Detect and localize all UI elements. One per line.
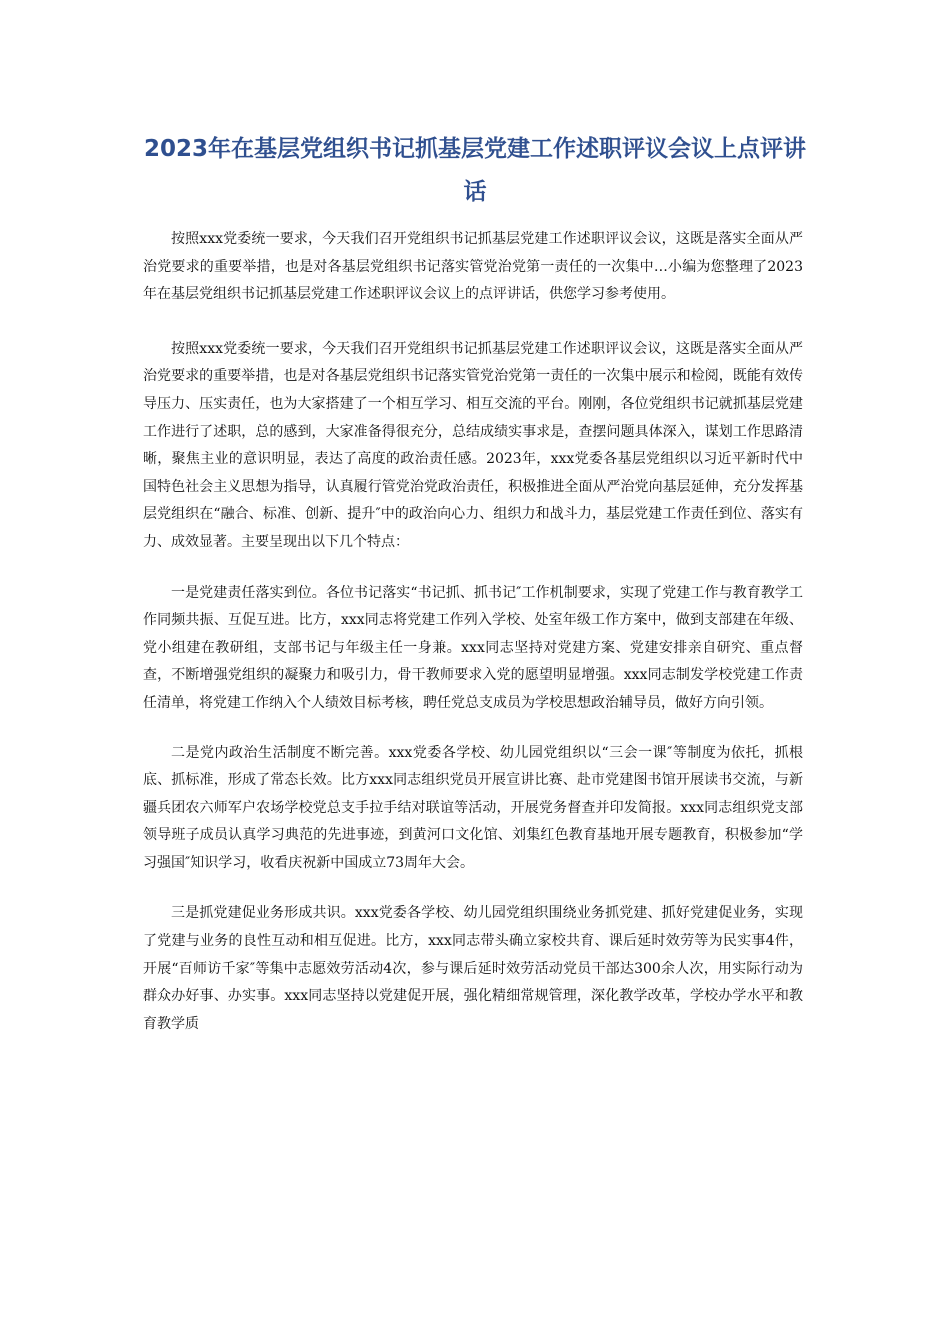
paragraph-point-three: 三是抓党建促业务形成共识。xxx党委各学校、幼儿园党组织围绕业务抓党建、抓好党建促业务，实现了党建与业务的良性互动和相互促进。比方，xxx同志带头确立家校共育、课后延时效劳等为民实事4件，开展“百师访千家″等集中志愿效劳活动4次，参与课后延时效劳活动党员干部达300余人次，用实际行动为群众办好事、办实事。xxx同志坚持以党建促开展，强化精细常规管理，深化教学改革，学校办学水平和教育教学质 bbox=[143, 905, 803, 1032]
paragraph-point-two: 二是党内政治生活制度不断完善。xxx党委各学校、幼儿园党组织以“三会一课″等制度为依托，抓根底、抓标准，形成了常态长效。比方xxx同志组织党员开展宣讲比赛、赴市党建图书馆开展读书交流，与新疆兵团农六师军户农场学校党总支手拉手结对联谊等活动，开展党务督查并印发简报。xxx同志组织党支部领导班子成员认真学习典范的先进事迹，到黄河口文化馆、刘集红色教育基地开展专题教育，积极参加“学习强国″知识学习，收看庆祝新中国成立73周年大会。 bbox=[143, 744, 803, 871]
paragraph-overview: 按照xxx党委统一要求，今天我们召开党组织书记抓基层党建工作述职评议会议，这既是落实全面从严治党要求的重要举措，也是对各基层党组织书记落实管党治党第一责任的一次集中展示和检阅，既能有效传导压力、压实责任，也为大家搭建了一个相互学习、相互交流的平台。刚刚，各位党组织书记就抓基层党建工作进行了述职，总的感到，大家准备得很充分，总结成绩实事求是，查摆问题具体深入，谋划工作思路清晰，聚焦主业的意识明显，表达了高度的政治责任感。2023年，xxx党委各基层党组织以习近平新时代中国特色社会主义思想为指导，认真履行管党治党政治责任，积极推进全面从严治党向基层延伸，充分发挥基层党组织在“融合、标准、创新、提升″中的政治向心力、组织力和战斗力，基层党建工作责任到位、落实有力、成效显著。主要呈现出以下几个特点： bbox=[143, 340, 803, 550]
paragraph-intro: 按照xxx党委统一要求，今天我们召开党组织书记抓基层党建工作述职评议会议，这既是落实全面从严治党要求的重要举措，也是对各基层党组织书记落实管党治党第一责任的一次集中…小编为您整理了2023年在基层党组织书记抓基层党建工作述职评议会议上的点评讲话，供您学习参考使用。 bbox=[143, 231, 803, 303]
paragraph-point-one: 一是党建责任落实到位。各位书记落实“书记抓、抓书记″工作机制要求，实现了党建工作与教育教学工作同频共振、互促互进。比方，xxx同志将党建工作列入学校、处室年级工作方案中，做到支部建在年级、党小组建在教研组，支部书记与年级主任一身兼。xxx同志坚持对党建方案、党建安排亲自研究、重点督查，不断增强党组织的凝聚力和吸引力，骨干教师要求入党的愿望明显增强。xxx同志制发学校党建工作责任清单，将党建工作纳入个人绩效目标考核，聘任党总支成员为学校思想政治辅导员，做好方向引领。 bbox=[143, 584, 803, 711]
document-body bbox=[143, 226, 803, 1061]
document-title: 2023年在基层党组织书记抓基层党建工作述职评议会议上点评讲话 bbox=[143, 136, 806, 205]
